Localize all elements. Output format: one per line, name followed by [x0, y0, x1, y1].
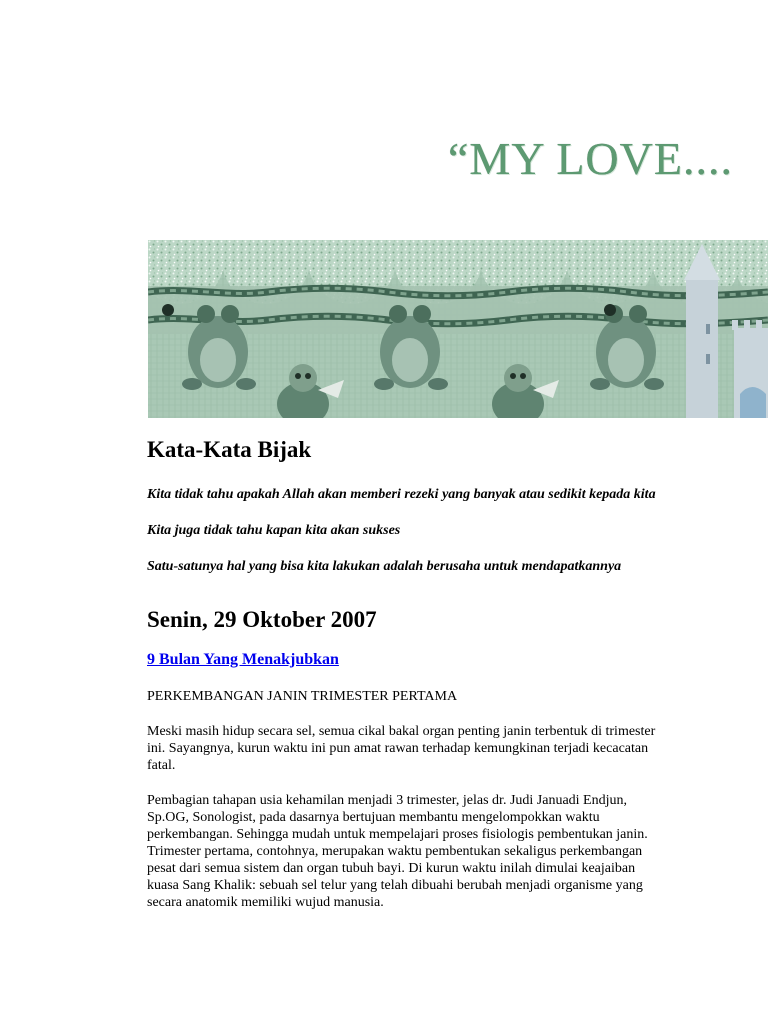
quote-1: Kita tidak tahu apakah Allah akan memberi rezeki yang banyak atau sedikit kepada kita — [147, 486, 656, 502]
post-date-header: Senin, 29 Oktober 2007 — [147, 606, 377, 632]
quotes-section-heading: Kata-Kata Bijak — [147, 437, 312, 462]
post-title-link[interactable]: 9 Bulan Yang Menakjubkan — [147, 651, 339, 669]
main-content — [147, 436, 667, 929]
quote-2: Kita juga tidak tahu kapan kita akan sukses — [147, 522, 401, 538]
header-banner — [148, 240, 768, 418]
blog-title: “MY LOVE.... — [448, 133, 733, 184]
quote-3: Satu-satunya hal yang bisa kita lakukan adalah berusaha untuk mendapatkannya — [147, 558, 622, 574]
post-subheading: PERKEMBANGAN JANIN TRIMESTER PERTAMA — [147, 689, 458, 705]
post-paragraph-1: Meski masih hidup secara sel, semua cikal bakal organ penting janin terbentuk di trimester ini. Sayangnya, kurun waktu ini pun amat rawan terhadap kemungkinan terjadi kecacatan fatal. — [147, 724, 656, 774]
post-paragraph-2: Pembagian tahapan usia kehamilan menjadi 3 trimester, jelas dr. Judi Januadi Endjun, Sp.OG, Sonologist, pada dasarnya bertujuan membantu mengelompokkan waktu perkembangan. Sehingga mudah untuk mempelajari proses fisiologis pembentukan janin. Trimester pertama, contohnya, merupakan waktu pembentukan sekaligus perkembangan pesat dari semua sistem dan organ tubuh bayi. Di kurun waktu inilah dimulai keajaiban kuasa Sang Khalik: sebuah sel telur yang telah dibuahi berubah menjadi organisme yang secara anatomik memiliki wujud manusia. — [147, 793, 648, 911]
banner-illustration — [148, 240, 768, 418]
